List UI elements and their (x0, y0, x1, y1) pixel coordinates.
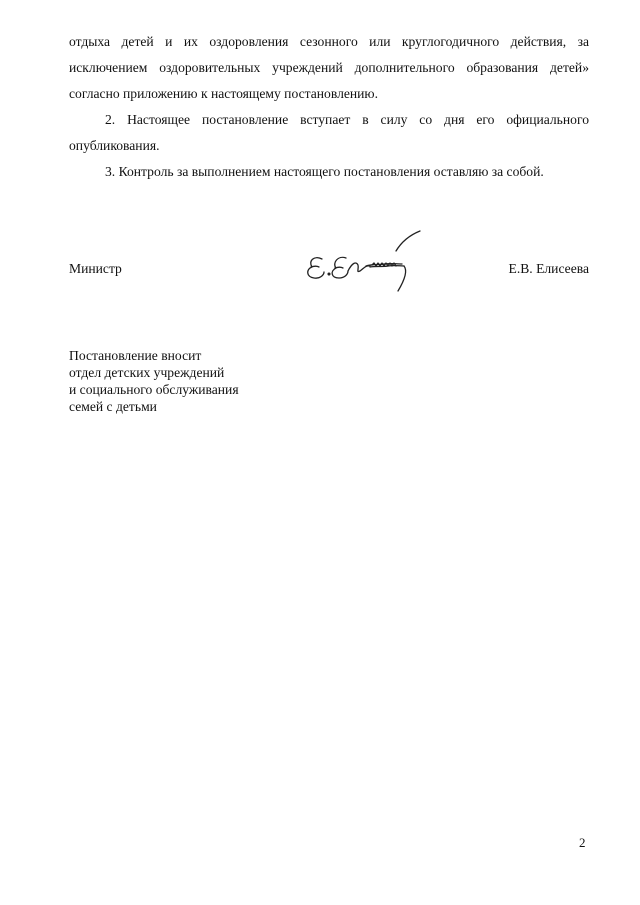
note-line: семей с детьми (69, 399, 157, 414)
submission-note (69, 347, 239, 415)
note-line: отдел детских учреждений (69, 365, 225, 380)
signature-icon (300, 225, 425, 295)
page-number: 2 (579, 835, 586, 850)
paragraph-control: 3. Контроль за выполнением настоящего постановления оставляю за собой. (105, 164, 544, 179)
paragraph-effective-date: 2. Настоящее постановление вступает в силу со дня его официального опубликования. (69, 112, 589, 153)
signatory-name: Е.В. Елисеева (508, 261, 589, 276)
note-line: Постановление вносит (69, 348, 202, 363)
note-line: и социального обслуживания (69, 382, 239, 397)
paragraph-continuation: отдыха детей и их оздоровления сезонного или круглогодичного действия, за исключением оздоровительных учреждений дополнительного образования детей» согласно приложению к настоящему постановлению. (69, 34, 589, 101)
signatory-title: Министр (69, 261, 122, 276)
